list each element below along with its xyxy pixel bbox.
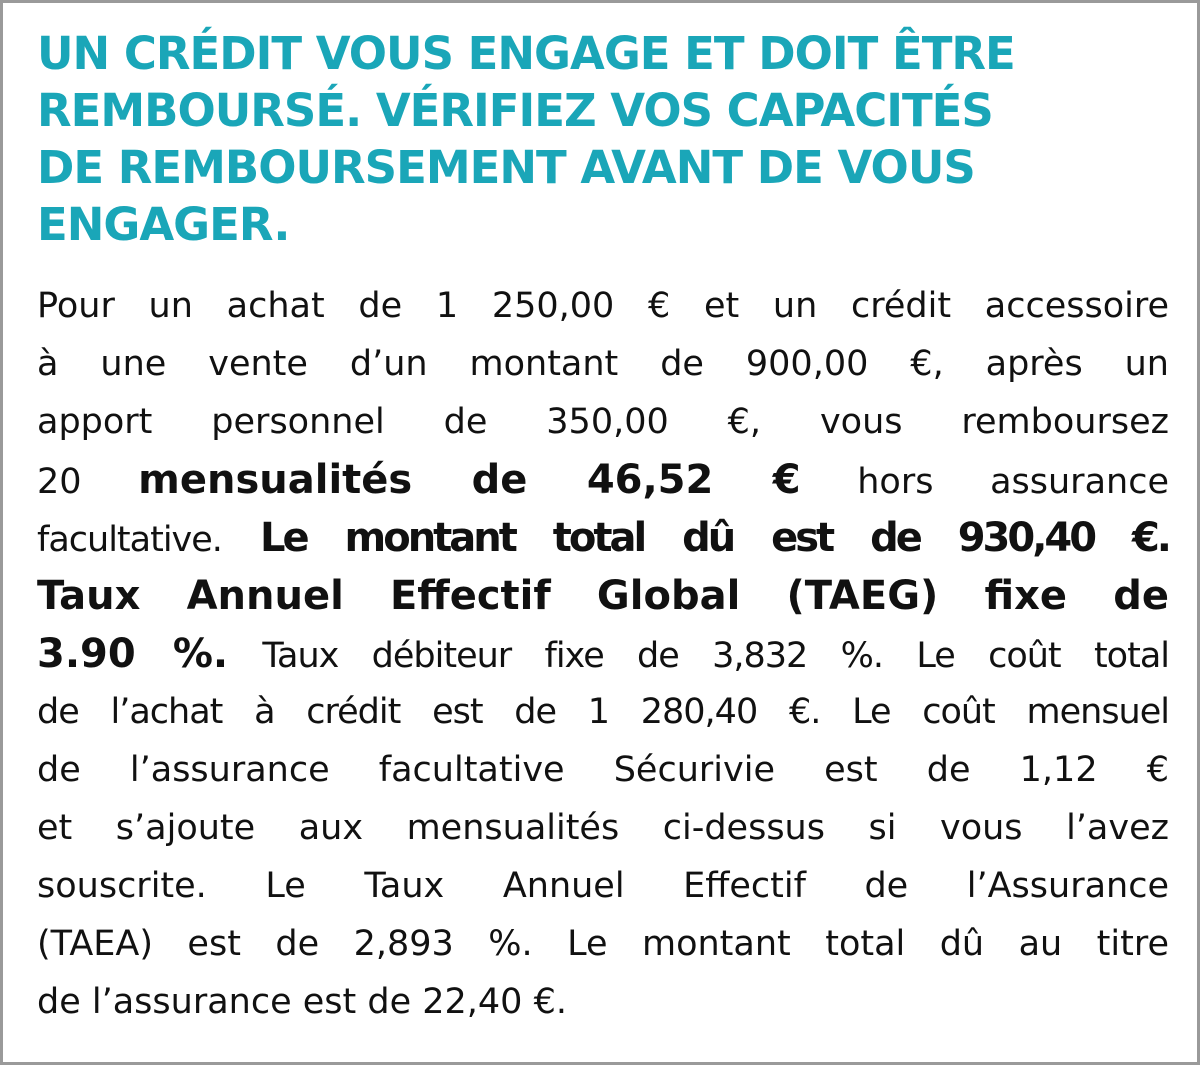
terms-line-10: et s’ajoute aux mensualités ci-dessus si vous l’avez (37, 808, 1169, 848)
debit-rate-text: Taux débiteur fixe de 3,832 %. Le coût total (262, 636, 1169, 676)
terms-line-12: (TAEA) est de 2,893 %. Le montant total dû au titre (37, 924, 1169, 964)
installment-count: 20 (37, 462, 82, 502)
taeg-label: Taux Annuel Effectif Global (TAEG) fixe de (37, 573, 1169, 619)
headline-line-3: DE REMBOURSEMENT AVANT DE VOUS (37, 141, 975, 194)
terms-line-2: à une vente d’un montant de 900,00 €, après un (37, 344, 1169, 384)
terms-line-4 (37, 451, 1169, 509)
total-amount-due: Le montant total dû est de 930,40 €. (260, 515, 1169, 561)
excluding-insurance-text: hors assurance (857, 462, 1169, 502)
headline-line-1: UN CRÉDIT VOUS ENGAGE ET DOIT ÊTRE (37, 27, 1015, 80)
terms-line-5 (37, 509, 1169, 567)
terms-line-3: apport personnel de 350,00 €, vous remboursez (37, 402, 1169, 442)
terms-line-1: Pour un achat de 1 250,00 € et un crédit accessoire (37, 286, 1169, 326)
terms-line-13: de l’assurance est de 22,40 €. (37, 982, 567, 1022)
terms-line-7 (37, 625, 1169, 683)
terms-line-8: de l’achat à crédit est de 1 280,40 €. Le coût mensuel (37, 692, 1169, 732)
headline-line-2: REMBOURSÉ. VÉRIFIEZ VOS CAPACITÉS (37, 84, 993, 137)
terms-line-11: souscrite. Le Taux Annuel Effectif de l’Assurance (37, 866, 1169, 906)
credit-terms-paragraph (37, 277, 1169, 1031)
optional-text: facultative. (37, 520, 222, 560)
warning-headline (37, 25, 1177, 253)
monthly-payment-amount: mensualités de 46,52 € (138, 457, 801, 503)
taeg-rate-value: 3.90 %. (37, 631, 229, 677)
headline-line-4: ENGAGER. (37, 198, 290, 251)
terms-line-9: de l’assurance facultative Sécurivie est de 1,12 € (37, 750, 1169, 790)
